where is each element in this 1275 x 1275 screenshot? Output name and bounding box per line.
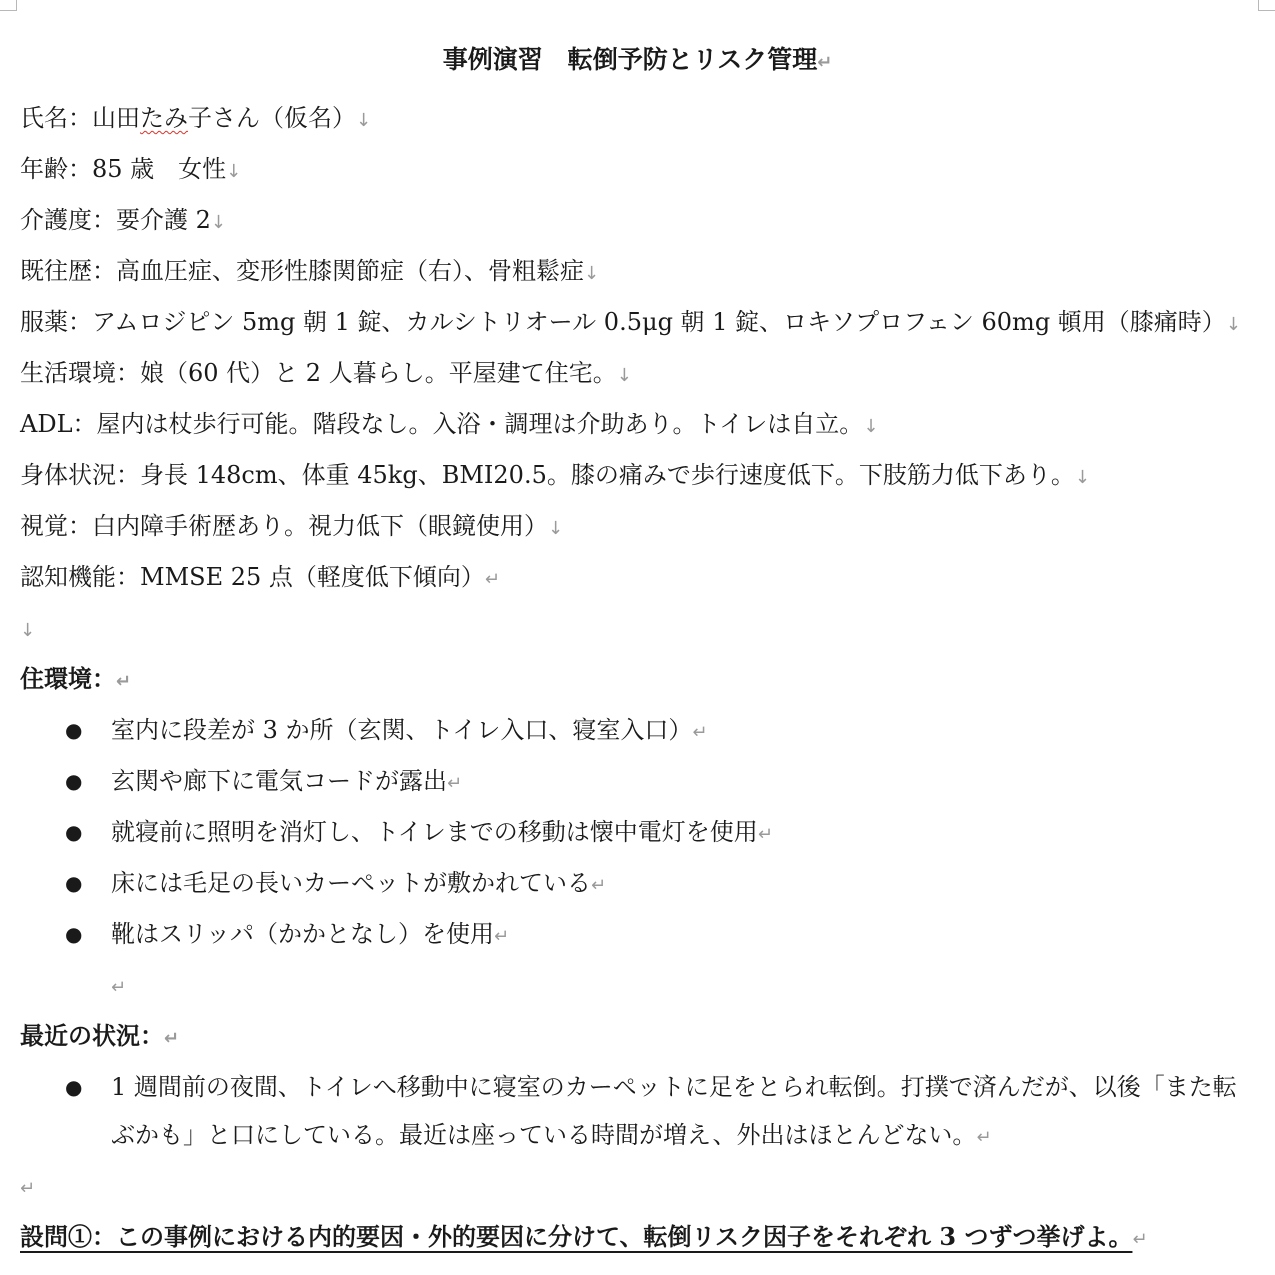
list-item[interactable]: ● 1 週間前の夜間、トイレへ移動中に寝室のカーペットに足をとられ転倒。打撲で済んだが、以後「また転ぶかも」と口にしている。最近は座っている時間が増え、外出はほとんどない。↵ [20,1063,1255,1162]
page-corner-top-left [0,0,17,11]
list-item[interactable]: ● 室内に段差が 3 か所（玄関、トイレ入口、寝室入口）↵ [20,706,1255,757]
paragraph-mark: ↵ [976,1127,992,1148]
paragraph-mark: ↵ [591,875,607,896]
spelling-error-underline: たみ [140,104,188,132]
list-item[interactable]: ● 床には毛足の長いカーペットが敷かれている↵ [20,859,1255,910]
paragraph-mark: ↵ [484,569,500,590]
line-break-mark: ↓ [548,518,564,539]
recent-list [20,1063,1255,1162]
paragraph-mark: ↵ [757,824,773,845]
bullet-icon [65,706,82,754]
living-environment-line[interactable]: 生活環境：娘（60 代）と 2 人暮らし。平屋建て住宅。↓ [20,359,632,387]
paragraph-mark: ↵ [447,773,463,794]
adl-line[interactable]: ADL：屋内は杖歩行可能。階段なし。入浴・調理は介助あり。トイレは自立。↓ [20,410,879,438]
line-break-mark: ↓ [356,110,372,131]
paragraph-mark: ↵ [1132,1229,1148,1250]
paragraph-mark: ↵ [164,1028,180,1049]
empty-line[interactable] [20,1162,1255,1213]
medication-line[interactable]: 服薬：アムロジピン 5mg 朝 1 錠、カルシトリオール 0.5μg 朝 1 錠、ロキソプロフェン 60mg 頓用（膝痛時）↓ [20,308,1241,336]
name-line[interactable]: 氏名：山田たみ子さん（仮名）↓ [20,104,372,132]
age-line[interactable]: 年齢：85 歳 女性↓ [20,155,242,183]
line-break-mark: ↓ [1074,467,1090,488]
paragraph-mark: ↵ [111,977,127,998]
medical-history-line[interactable]: 既往歴：高血圧症、変形性膝関節症（右）、骨粗鬆症↓ [20,257,600,285]
line-break-mark: ↓ [226,161,242,182]
page-corner-top-right [1258,0,1275,11]
line-break-mark: ↓ [1225,314,1241,335]
bullet-icon [65,757,82,805]
empty-indented-line[interactable] [20,961,1255,1012]
document-page [20,36,1255,1264]
paragraph-mark: ↵ [116,671,132,692]
cognition-line[interactable]: 認知機能：MMSE 25 点（軽度低下傾向）↵ [20,563,500,591]
care-level-line[interactable]: 介護度：要介護 2↓ [20,206,226,234]
paragraph-mark: ↵ [20,1178,36,1199]
paragraph-mark: ↵ [817,52,833,73]
empty-line[interactable] [20,604,1255,655]
paragraph-mark: ↵ [692,722,708,743]
question-text: 設問①：この事例における内的要因・外的要因に分けて、転倒リスク因子をそれぞれ 3 つずつ挙げよ。 [20,1222,1133,1251]
line-break-mark: ↓ [616,365,632,386]
list-item[interactable]: ● 玄関や廊下に電気コードが露出↵ [20,757,1255,808]
line-break-mark: ↓ [20,620,36,641]
environment-heading[interactable]: 住環境：↵ [20,664,132,693]
line-break-mark: ↓ [584,263,600,284]
physical-status-line[interactable]: 身体状況：身長 148cm、体重 45kg、BMI20.5。膝の痛みで歩行速度低下。下肢筋力低下あり。↓ [20,461,1090,489]
vision-line[interactable]: 視覚：白内障手術歴あり。視力低下（眼鏡使用）↓ [20,512,564,540]
list-item[interactable]: ● 靴はスリッパ（かかとなし）を使用↵ [20,910,1255,961]
paragraph-mark: ↵ [494,926,510,947]
recent-heading[interactable]: 最近の状況：↵ [20,1021,180,1050]
bullet-icon [65,1063,82,1111]
line-break-mark: ↓ [863,416,879,437]
bullet-icon [65,910,82,958]
environment-list [20,706,1255,961]
document-title[interactable]: 事例演習 転倒予防とリスク管理↵ [442,45,833,74]
question-line[interactable] [20,1213,1255,1264]
bullet-icon [65,859,82,907]
line-break-mark: ↓ [210,212,226,233]
list-item[interactable]: ● 就寝前に照明を消灯し、トイレまでの移動は懐中電灯を使用↵ [20,808,1255,859]
bullet-icon [65,808,82,856]
